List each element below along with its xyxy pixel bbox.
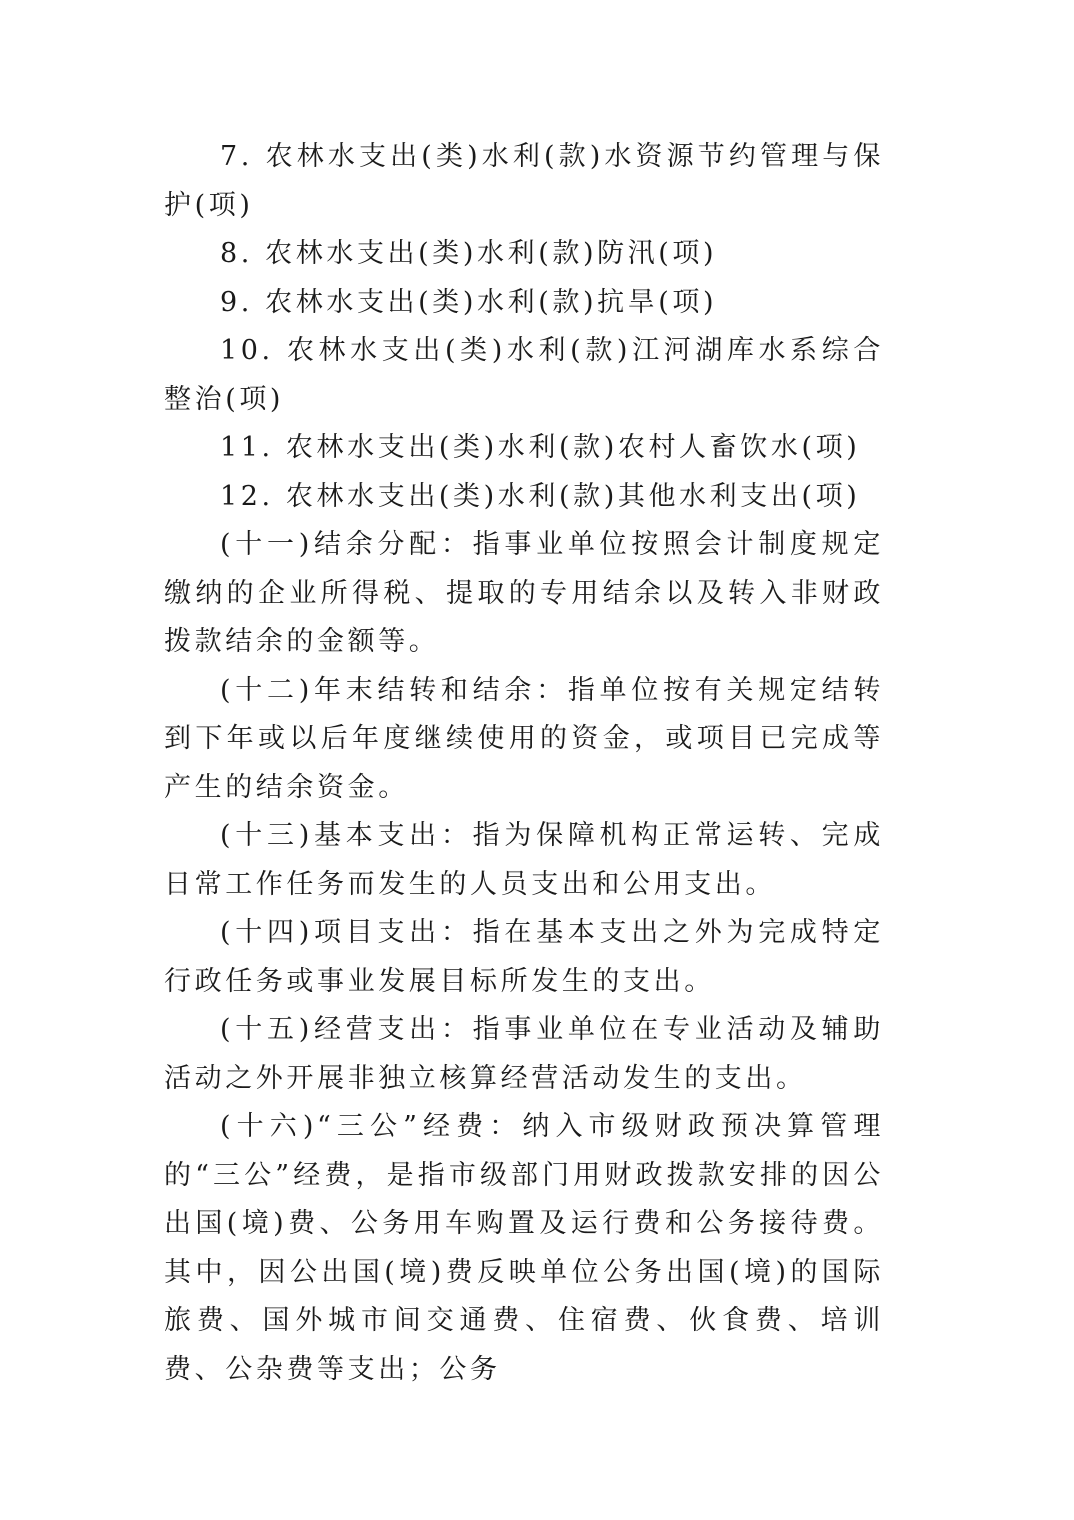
paragraph-year-end-carryover: (十二)年末结转和结余：指单位按有关规定结转到下年或以后年度继续使用的资金，或项目已完成等产生的结余资金。 <box>164 674 884 803</box>
document-body <box>164 133 884 1394</box>
paragraph-operating-expenditure: (十五)经营支出：指事业单位在专业活动及辅助活动之外开展非独立核算经营活动发生的支出。 <box>164 1014 884 1094</box>
paragraph-project-expenditure: (十四)项目支出：指在基本支出之外为完成特定行政任务或事业发展目标所发生的支出。 <box>164 917 884 997</box>
paragraph-item-8: 8. 农林水支出(类)水利(款)防汛(项) <box>220 238 718 269</box>
paragraph-item-11: 11. 农林水支出(类)水利(款)农村人畜饮水(项) <box>220 432 861 463</box>
paragraph-surplus-distribution: (十一)结余分配：指事业单位按照会计制度规定缴纳的企业所得税、提取的专用结余以及转入非财政拨款结余的金额等。 <box>164 529 884 657</box>
paragraph-three-public-expenses: (十六)“三公”经费：纳入市级财政预决算管理的“三公”经费，是指市级部门用财政拨款安排的因公出国(境)费、公务用车购置及运行费和公务接待费。其中，因公出国(境)费反映单位公务出国(境)的国际旅费、国外城市间交通费、住宿费、伙食费、培训费、公杂费等支出；公务 <box>164 1111 884 1385</box>
paragraph-item-9: 9. 农林水支出(类)水利(款)抗旱(项) <box>220 286 718 318</box>
paragraph-item-10: 10. 农林水支出(类)水利(款)江河湖库水系综合整治(项) <box>164 335 884 415</box>
paragraph-item-7: 7. 农林水支出(类)水利(款)水资源节约管理与保护(项) <box>164 141 884 221</box>
paragraph-item-12: 12. 农林水支出(类)水利(款)其他水利支出(项) <box>220 480 861 512</box>
paragraph-basic-expenditure: (十三)基本支出：指为保障机构正常运转、完成日常工作任务而发生的人员支出和公用支出。 <box>164 820 884 900</box>
